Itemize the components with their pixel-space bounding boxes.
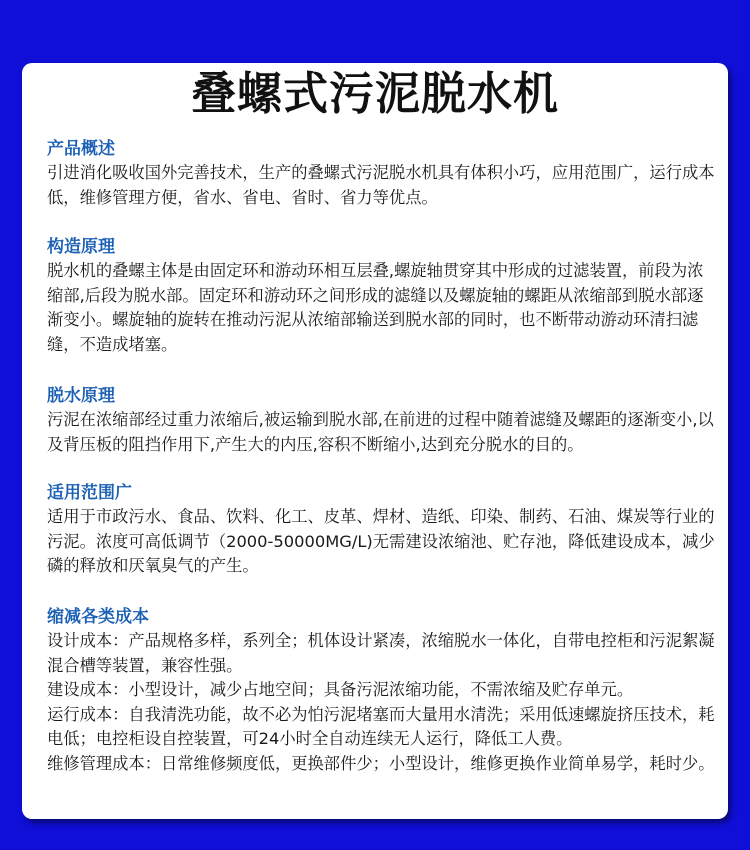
cost-paragraph-construction: 建设成本：小型设计，减少占地空间；具备污泥浓缩功能，不需浓缩及贮存单元。 <box>47 680 634 699</box>
section-paragraph: 适用于市政污水、食品、饮料、化工、皮革、焊材、造纸、印染、制药、石油、煤炭等行业的污泥。浓度可高低调节（2000-50000MG/L)无需建设浓缩池、贮存池，降低建设成本，减少磷的释放和厌氧臭气的产生。 <box>47 507 715 575</box>
section-cost-reduction <box>47 605 719 776</box>
section-paragraph: 污泥在浓缩部经过重力浓缩后,被运输到脱水部,在前进的过程中随着滤缝及螺距的逐渐变小,以及背压板的阻挡作用下,产生大的内压,容积不断缩小,达到充分脱水的目的。 <box>47 410 714 454</box>
cost-paragraph-maintenance: 维修管理成本：日常维修频度低，更换部件少；小型设计，维修更换作业简单易学，耗时少。 <box>47 753 715 773</box>
cost-paragraph-operation: 运行成本：自我清洗功能，故不必为怕污泥堵塞而大量用水清洗；采用低速螺旋挤压技术，耗电低；电控柜设自控装置，可24小时全自动连续无人运行，降低工人费。 <box>47 704 715 748</box>
page-title: 叠螺式污泥脱水机 <box>190 67 559 120</box>
section-dewatering-principle <box>47 384 719 457</box>
section-heading: 缩减各类成本 <box>47 607 149 627</box>
cost-paragraph-design: 设计成本：产品规格多样，系列全；机体设计紧凑，浓缩脱水一体化，自带电控柜和污泥絮凝混合槽等装置，兼容性强。 <box>47 631 715 675</box>
section-heading: 产品概述 <box>47 139 115 159</box>
content-card <box>22 63 728 819</box>
section-heading: 构造原理 <box>47 237 115 257</box>
section-structure-principle <box>47 235 719 357</box>
section-paragraph: 脱水机的叠螺主体是由固定环和游动环相互层叠,螺旋轴贯穿其中形成的过滤装置，前段为浓缩部,后段为脱水部。固定环和游动环之间形成的滤缝以及螺旋轴的螺距从浓缩部到脱水部逐渐变小。螺旋轴的旋转在推动污泥从浓缩部输送到脱水部的同时，也不断带动游动环清扫滤缝，不造成堵塞。 <box>47 261 704 354</box>
section-wide-application <box>47 481 719 579</box>
section-product-overview <box>47 137 719 210</box>
section-heading: 脱水原理 <box>47 386 115 406</box>
section-paragraph: 引进消化吸收国外完善技术，生产的叠螺式污泥脱水机具有体积小巧，应用范围广，运行成本低，维修管理方便，省水、省电、省时、省力等优点。 <box>47 163 715 207</box>
section-heading: 适用范围广 <box>47 483 132 503</box>
